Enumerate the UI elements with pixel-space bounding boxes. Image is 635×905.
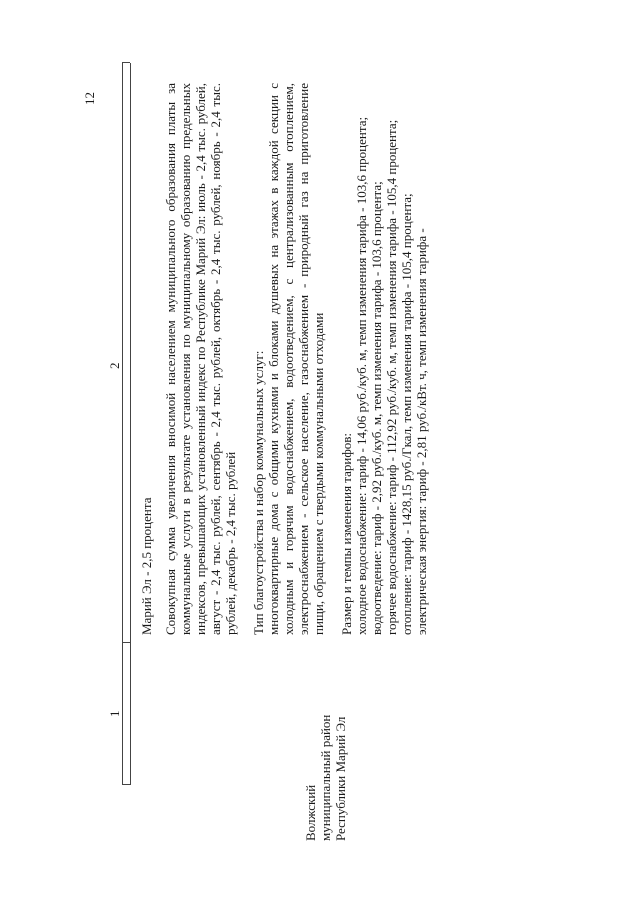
index-line: Марий Эл - 2,5 процента: [139, 497, 154, 635]
tariff-line: водоотведение: тариф - 2,92 руб./куб. м, темп изменения тарифа - 103,6 процента;: [369, 181, 384, 635]
tariff-line: горячее водоснабжение: тариф - 112,92 руб./куб. м, темп изменения тарифа - 105,4 процента;: [384, 119, 399, 635]
improvement-title: Тип благоустройства и набор коммунальных услуг:: [251, 350, 266, 635]
table-top-rule: [122, 63, 123, 785]
tariffs-title: Размер и темпы изменения тарифов:: [339, 432, 354, 635]
tariff-line: холодное водоснабжение: тариф - 14,06 руб./куб. м, темп изменения тарифа - 103,6 процента;: [354, 116, 369, 635]
district-line: Волжский: [303, 784, 318, 841]
details-cell: [139, 83, 429, 635]
tariff-line: отопление: тариф - 1428,15 руб./Гкал, темп изменения тарифа - 105,4 процента;: [399, 193, 414, 635]
column-number-2: 2: [107, 362, 122, 369]
district-line: Республики Марий Эл: [333, 716, 348, 841]
district-line: муниципальный район: [318, 714, 333, 841]
table-header-rule: [130, 63, 131, 785]
table-right-rule: [122, 62, 130, 63]
page-number: 12: [82, 92, 97, 105]
column-number-1: 1: [107, 710, 122, 717]
table-column-divider: [122, 642, 130, 643]
total-payment-paragraph: Совокупная сумма увеличения вносимой населением муниципального образования платы за коммунальные услуги в результате установления по муниципальному образованию предельных индексов, превышающих установленный индекс по Республике Марий Эл: июль - 2,4 тыс. рублей, август - 2,4 тыс. рублей, сентябрь - 2,4 тыс. рублей, октябрь - 2,4 тыс. рублей, ноябрь - 2,4 тыс. рублей, декабрь - 2,4 тыс. рублей: [163, 83, 238, 635]
tariff-line: электрическая энергия: тариф - 2,81 руб./кВт. ч, темп изменения тарифа -: [414, 228, 429, 635]
improvement-paragraph: многоквартирные дома с общими кухнями и блоками душевых на этажах в каждой секции с холодным и горячим водоснабжением, водоотведением, с централизованным отоплением, электроснабжением - сельское население, газоснабжением - природный газ на приготовление пищи, обращением с твердыми коммунальными отходами: [266, 83, 326, 635]
table-left-rule: [122, 784, 130, 785]
district-cell: [303, 621, 348, 841]
